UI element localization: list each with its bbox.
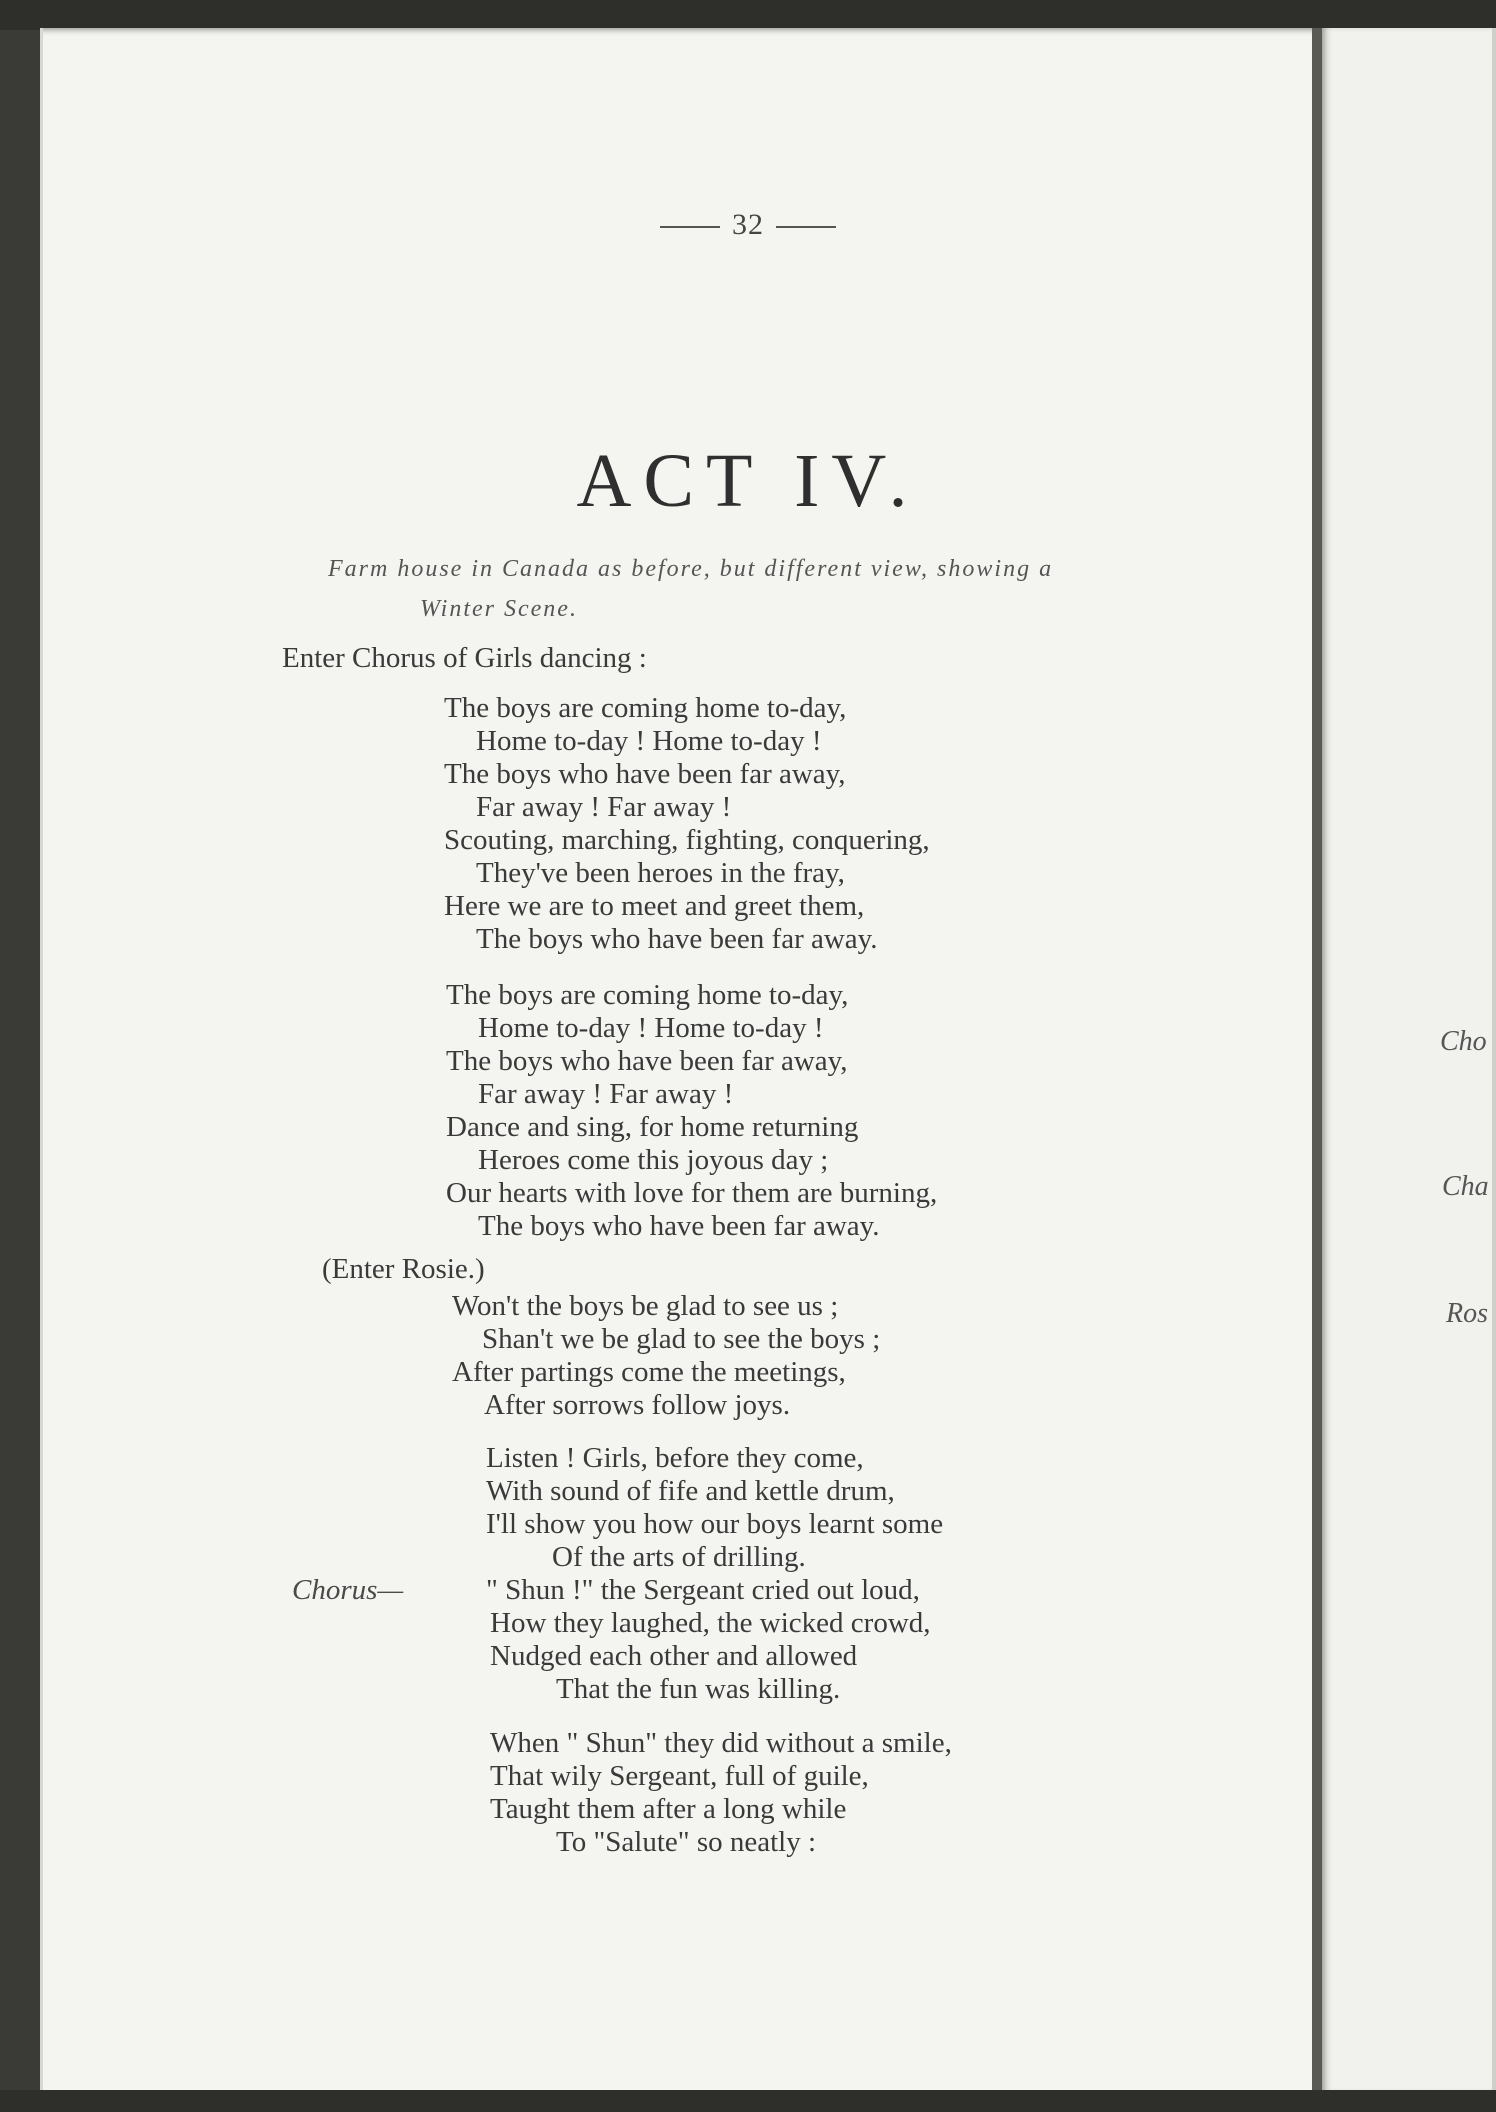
page-number-value: 32 [732,208,764,241]
verse5-line-2: That wily Sergeant, full of guile, [490,1760,869,1792]
right-page-fragment-3: Ros [1446,1298,1488,1329]
enter-rosie-direction: (Enter Rosie.) [322,1253,485,1285]
entry-direction: Enter Chorus of Girls dancing : [282,642,647,674]
verse2-line-4: Far away ! Far away ! [478,1078,734,1110]
verse5-line-1: When " Shun" they did without a smile, [490,1727,952,1759]
verse1-line-4: Far away ! Far away ! [476,791,732,823]
verse2-line-5: Dance and sing, for home returning [446,1111,859,1143]
act-title: ACT IV. [576,439,920,523]
verse3-line-1: Won't the boys be glad to see us ; [452,1290,839,1322]
verse1-line-1: The boys are coming home to-day, [444,692,847,724]
verse4-line-3: I'll show you how our boys learnt some [486,1508,944,1540]
right-page-fragment-1: Cho [1440,1026,1487,1057]
verse3-line-3: After partings come the meetings, [452,1356,846,1388]
verse4-line-1: Listen ! Girls, before they come, [486,1442,864,1474]
page-number-dash-right [776,226,836,228]
verse2-line-3: The boys who have been far away, [446,1045,848,1077]
verse1-line-8: The boys who have been far away. [476,923,878,955]
verse4-line-8: That the fun was killing. [556,1673,841,1705]
verse1-line-6: They've been heroes in the fray, [476,857,845,889]
stage-direction-line-2: Winter Scene. [420,596,578,622]
verse2-line-2: Home to-day ! Home to-day ! [478,1012,824,1044]
stage-direction-line-1: Farm house in Canada as before, but different view, showing a [328,556,1054,582]
page-number [0,208,1496,242]
verse3-line-4: After sorrows follow joys. [484,1389,791,1421]
verse2-line-7: Our hearts with love for them are burning, [446,1177,938,1209]
verse1-line-7: Here we are to meet and greet them, [444,890,865,922]
verse5-line-4: To "Salute" so neatly : [556,1826,817,1858]
scan-border-top [0,0,1496,30]
right-page-fragment-2: Cha [1442,1171,1489,1202]
verse2-line-6: Heroes come this joyous day ; [478,1144,829,1176]
verse4-line-4: Of the arts of drilling. [552,1541,806,1573]
verse2-line-1: The boys are coming home to-day, [446,979,849,1011]
verse1-line-3: The boys who have been far away, [444,758,846,790]
verse4-line-2: With sound of fife and kettle drum, [486,1475,895,1507]
verse1-line-5: Scouting, marching, fighting, conquering, [444,824,930,856]
page-edge-line [1492,28,1496,2092]
page-number-dash-left [660,226,720,228]
verse4-line-5: " Shun !" the Sergeant cried out loud, [486,1574,920,1606]
verse5-line-3: Taught them after a long while [490,1793,847,1825]
verse4-line-6: How they laughed, the wicked crowd, [490,1607,931,1639]
book-page-right [1322,28,1496,2092]
verse2-line-8: The boys who have been far away. [478,1210,880,1242]
verse3-line-2: Shan't we be glad to see the boys ; [482,1323,881,1355]
chorus-speaker-label: Chorus— [292,1574,404,1606]
scan-border-bottom [0,2090,1496,2112]
verse1-line-2: Home to-day ! Home to-day ! [476,725,822,757]
verse4-line-7: Nudged each other and allowed [490,1640,858,1672]
